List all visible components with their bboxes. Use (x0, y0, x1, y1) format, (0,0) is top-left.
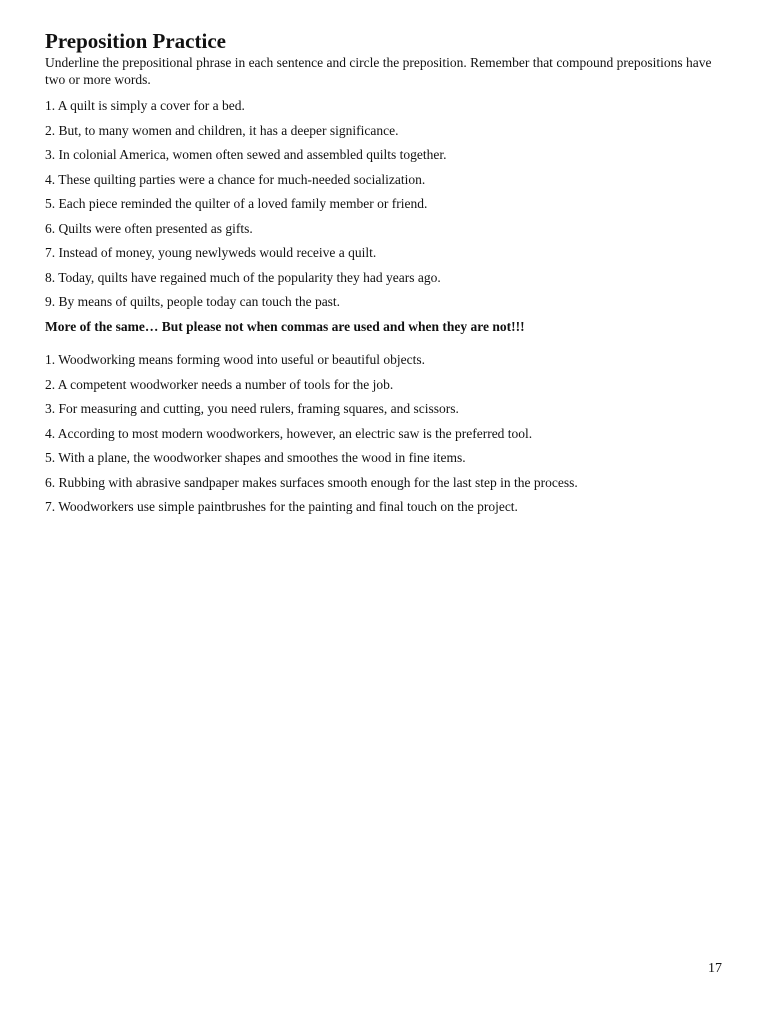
page-number: 17 (708, 961, 722, 976)
worksheet (45, 28, 725, 520)
exercise-list-2 (45, 348, 725, 520)
exercise-sentence: 7. Instead of money, young newlyweds would receive a quilt. (45, 245, 377, 260)
page-title: Preposition Practice (45, 29, 226, 53)
exercise-sentence: 1. A quilt is simply a cover for a bed. (45, 98, 245, 113)
exercise-sentence: 2. But, to many women and children, it has a deeper significance. (45, 122, 399, 138)
exercise-sentence: 6. Quilts were often presented as gifts. (45, 220, 253, 236)
exercise-sentence: 7. Woodworkers use simple paintbrushes for the painting and final touch on the project. (45, 499, 518, 514)
exercise-sentence: 6. Rubbing with abrasive sandpaper makes surfaces smooth enough for the last step in the process. (45, 474, 578, 490)
exercise-sentence: 3. For measuring and cutting, you need rulers, framing squares, and scissors. (45, 401, 459, 416)
instructions: Underline the prepositional phrase in each sentence and circle the preposition. Remember that compound prepositions have two or more words. (45, 55, 712, 87)
section-heading: More of the same… But please not when commas are used and when they are not!!! (45, 318, 525, 334)
exercise-sentence: 4. These quilting parties were a chance for much-needed socialization. (45, 171, 426, 187)
exercise-sentence: 4. According to most modern woodworkers, however, an electric saw is the preferred tool. (45, 425, 533, 441)
exercise-sentence: 8. Today, quilts have regained much of the popularity they had years ago. (45, 269, 441, 285)
exercise-sentence: 5. With a plane, the woodworker shapes and smoothes the wood in fine items. (45, 450, 466, 465)
exercise-sentence: 2. A competent woodworker needs a number of tools for the job. (45, 376, 394, 392)
exercise-list-1 (45, 94, 725, 315)
exercise-sentence: 1. Woodworking means forming wood into useful or beautiful objects. (45, 352, 425, 367)
exercise-sentence: 3. In colonial America, women often sewed and assembled quilts together. (45, 147, 447, 162)
exercise-sentence: 5. Each piece reminded the quilter of a loved family member or friend. (45, 196, 428, 211)
exercise-sentence: 9. By means of quilts, people today can touch the past. (45, 294, 341, 309)
